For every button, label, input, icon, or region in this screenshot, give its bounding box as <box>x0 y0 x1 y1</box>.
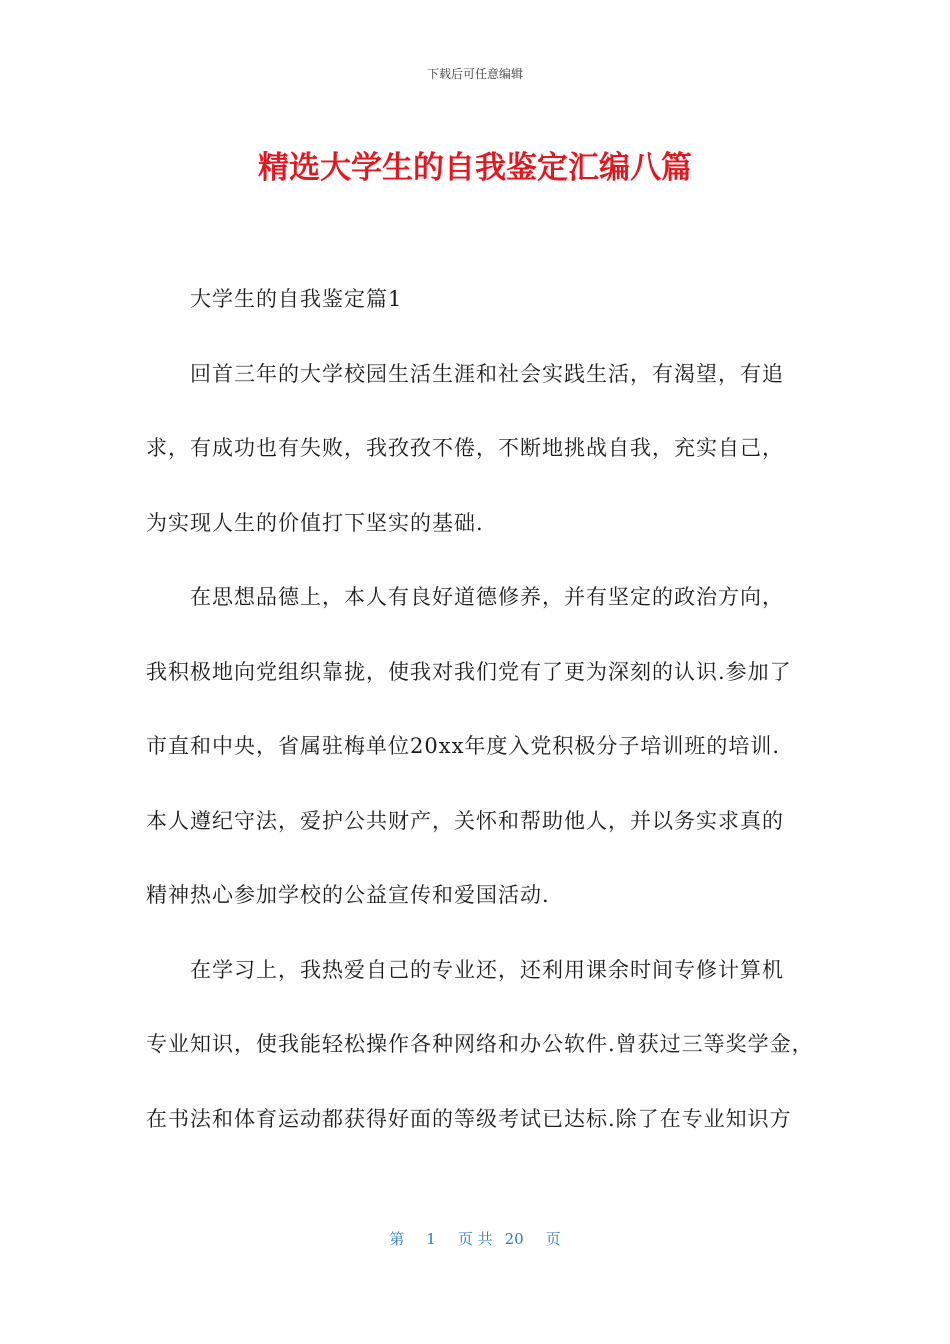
paragraph-line: 我积极地向党组织靠拢，使我对我们党有了更为深刻的认识.参加了 <box>146 659 792 684</box>
section-heading: 大学生的自我鉴定篇1 <box>190 287 403 311</box>
footer-current-page: 1 <box>426 1230 436 1248</box>
footer-suffix: 页 <box>545 1230 561 1248</box>
footer-middle: 页 共 <box>457 1230 493 1248</box>
document-title: 精选大学生的自我鉴定汇编八篇 <box>258 150 692 186</box>
paragraph-line: 在思想品德上，本人有良好道德修养，并有坚定的政治方向， <box>190 585 784 609</box>
paragraph-line: 本人遵纪守法，爱护公共财产，关怀和帮助他人，并以务实求真的 <box>146 808 784 833</box>
paragraph-line: 专业知识，使我能轻松操作各种网络和办公软件.曾获过三等奖学金， <box>146 1032 814 1056</box>
paragraph-line: 回首三年的大学校园生活生涯和社会实践生活，有渴望，有追 <box>190 361 784 386</box>
paragraph-line: 市直和中央，省属驻梅单位20xx年度入党积极分子培训班的培训. <box>146 734 781 758</box>
page-header-note: 下载后可任意编辑 <box>426 67 523 81</box>
footer-total-pages: 20 <box>504 1230 524 1248</box>
paragraph-line: 求，有成功也有失败，我孜孜不倦，不断地挑战自我，充实自己， <box>146 436 784 460</box>
page-number-footer <box>0 1228 950 1250</box>
paragraph-line: 精神热心参加学校的公益宣传和爱国活动. <box>146 883 550 907</box>
paragraph-line: 为实现人生的价值打下坚实的基础. <box>146 510 484 535</box>
document-body <box>146 277 818 1171</box>
paragraph-line: 在学习上，我热爱自己的专业还，还利用课余时间专修计算机 <box>190 957 784 982</box>
footer-prefix: 第 <box>389 1230 405 1248</box>
paragraph-line: 在书法和体育运动都获得好面的等级考试已达标.除了在专业知识方 <box>146 1106 792 1131</box>
